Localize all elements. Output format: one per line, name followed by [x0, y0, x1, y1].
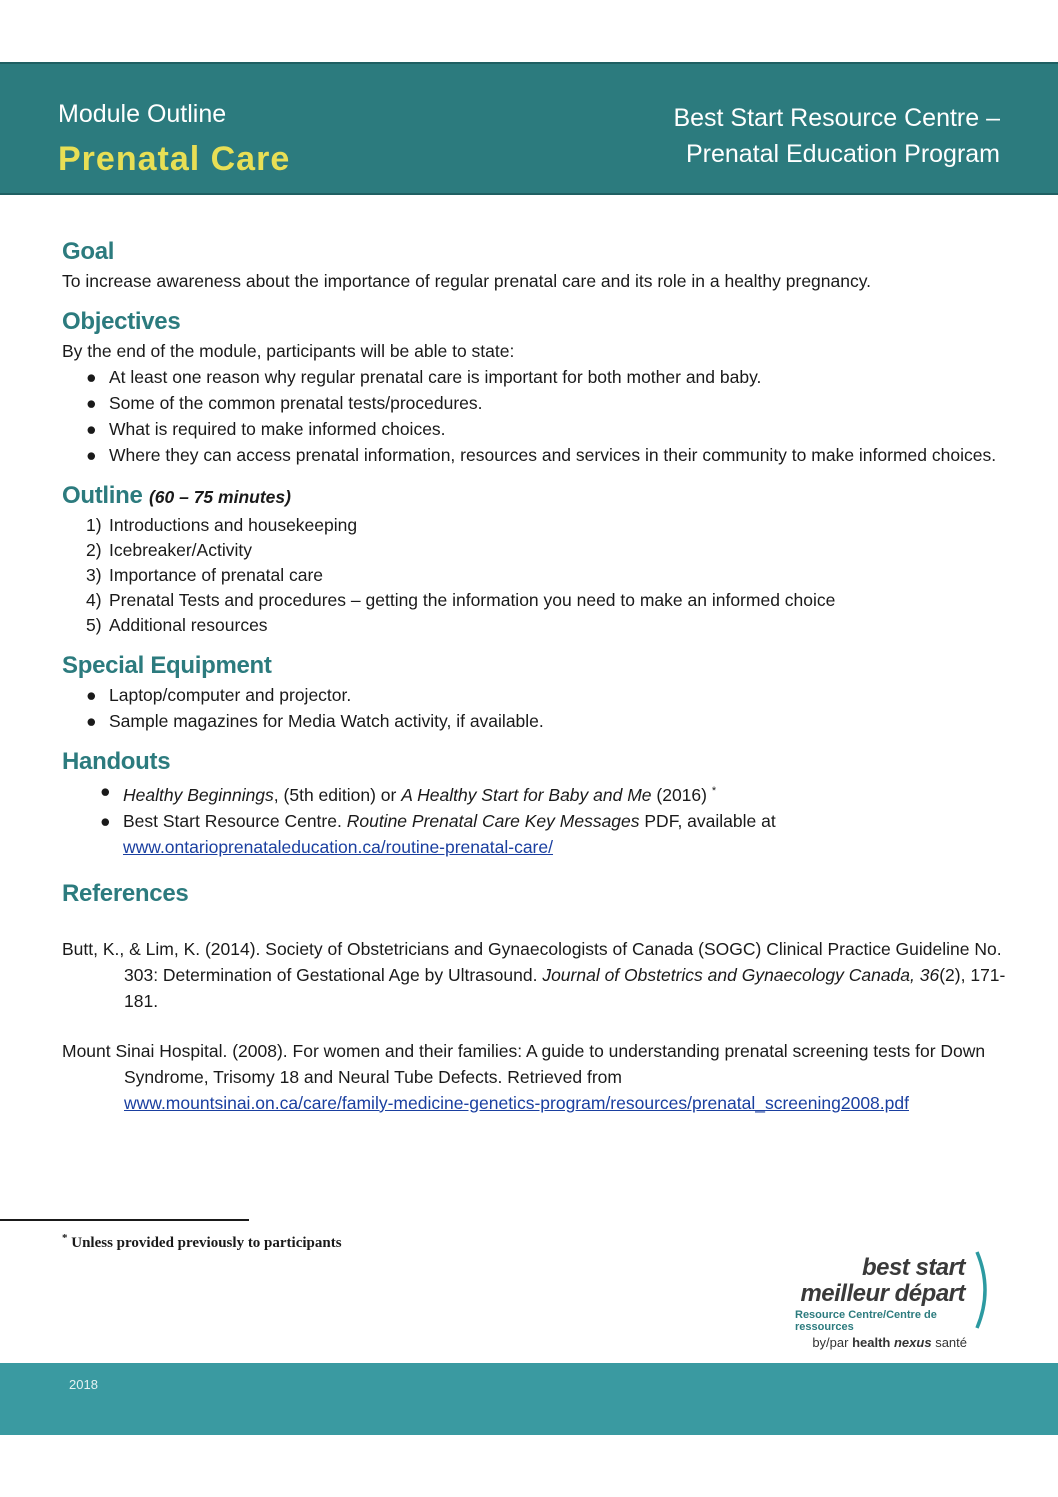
equipment-list	[62, 682, 1012, 734]
bullet-icon: ●	[86, 685, 97, 705]
bullet-icon: ●	[100, 810, 111, 831]
header-organization	[673, 100, 1000, 172]
list-item: 1) Introductions and housekeeping	[86, 515, 358, 535]
handouts-list	[62, 778, 1012, 860]
objectives-section	[62, 306, 1012, 468]
page-header	[0, 62, 1058, 195]
header-org-line1: Best Start Resource Centre –	[673, 104, 1000, 132]
list-item: ● Best Start Resource Centre. Routine Prenatal Care Key Messages PDF, available at www.ontarioprenataleducation.ca/routine-prenatal-care/	[100, 808, 1012, 860]
outline-list	[62, 513, 1012, 638]
logo-line-resource-centre: Resource Centre/Centre de ressources	[795, 1309, 937, 1333]
list-item: 2) Icebreaker/Activity	[86, 540, 252, 560]
references-section	[62, 878, 1012, 1116]
bullet-icon: ●	[86, 393, 97, 413]
list-item: ● What is required to make informed choices.	[86, 416, 1012, 442]
objectives-list	[62, 364, 1012, 468]
logo-line-health-nexus: by/par health nexus santé	[812, 1335, 967, 1350]
list-item: 4) Prenatal Tests and procedures – getting the information you need to make an informed choice	[86, 590, 836, 610]
reference-butt-lim: Butt, K., & Lim, K. (2014). Society of Obstetricians and Gynaecologists of Canada (SOGC) Clinical Practice Guideline No. 303: Determination of Gestational Age by Ultrasound. Journal of Obstetrics and Gynaecology Canada, 36(2), 171-181.	[62, 938, 1006, 1011]
handouts-section	[62, 746, 1012, 860]
mount-sinai-link[interactable]: www.mountsinai.on.ca/care/family-medicine-genetics-program/resources/prenatal_screening2008.pdf	[124, 1092, 909, 1113]
goal-section	[62, 236, 1012, 294]
footer-year: 2018	[69, 1377, 98, 1392]
list-item: ● At least one reason why regular prenatal care is important for both mother and baby.	[86, 364, 1012, 390]
footnote-marker: *	[711, 785, 717, 797]
objectives-intro: By the end of the module, participants will be able to state:	[62, 341, 515, 361]
bullet-icon: ●	[86, 711, 97, 731]
bullet-icon: ●	[86, 367, 97, 387]
list-item: ● Some of the common prenatal tests/procedures.	[86, 390, 1012, 416]
list-item: 3) Importance of prenatal care	[86, 565, 324, 585]
main-content	[62, 236, 1012, 1128]
outline-heading: Outline (60 – 75 minutes)	[62, 482, 291, 509]
list-item: ● Healthy Beginnings, (5th edition) or A Healthy Start for Baby and Me (2016) *	[100, 778, 1012, 808]
objectives-heading: Objectives	[62, 308, 181, 335]
bullet-icon: ●	[86, 445, 97, 465]
list-item: 5) Additional resources	[86, 615, 268, 635]
handouts-heading: Handouts	[62, 748, 171, 775]
logo-line-meilleur-depart: meilleur départ	[800, 1280, 965, 1307]
header-title: Prenatal Care	[58, 140, 291, 178]
equipment-heading: Special Equipment	[62, 652, 272, 679]
page-footer	[0, 1363, 1058, 1435]
goal-text: To increase awareness about the importance of regular prenatal care and its role in a healthy pregnancy.	[62, 271, 872, 291]
outline-duration: (60 – 75 minutes)	[148, 487, 291, 507]
logo-bracket-icon	[973, 1250, 995, 1330]
equipment-section	[62, 650, 1012, 734]
list-item: ● Laptop/computer and projector.	[86, 682, 1012, 708]
footnote-divider	[0, 1219, 249, 1221]
outline-section	[62, 480, 1012, 638]
goal-heading: Goal	[62, 238, 115, 265]
logo-line-best-start: best start	[861, 1254, 965, 1281]
reference-mount-sinai: Mount Sinai Hospital. (2008). For women and their families: A guide to understanding prenatal screening tests for Down Syndrome, Trisomy 18 and Neural Tube Defects. Retrieved from www.mountsinai.on.ca/care/family-medicine-genetics-program/resources/prenatal_screening2008.pdf	[62, 1040, 986, 1113]
list-item: ● Where they can access prenatal information, resources and services in their community to make informed choices.	[86, 442, 1012, 468]
footnote: * Unless provided previously to participants	[62, 1232, 342, 1251]
bullet-icon: ●	[100, 781, 111, 801]
list-item: ● Sample magazines for Media Watch activity, if available.	[86, 708, 1012, 734]
header-subtitle: Module Outline	[58, 100, 227, 128]
references-heading: References	[62, 879, 189, 907]
routine-prenatal-care-link[interactable]: www.ontarioprenataleducation.ca/routine-prenatal-care/	[123, 836, 553, 857]
bullet-icon: ●	[86, 419, 97, 439]
header-org-line2: Prenatal Education Program	[685, 140, 1000, 168]
best-start-logo	[795, 1250, 1005, 1360]
